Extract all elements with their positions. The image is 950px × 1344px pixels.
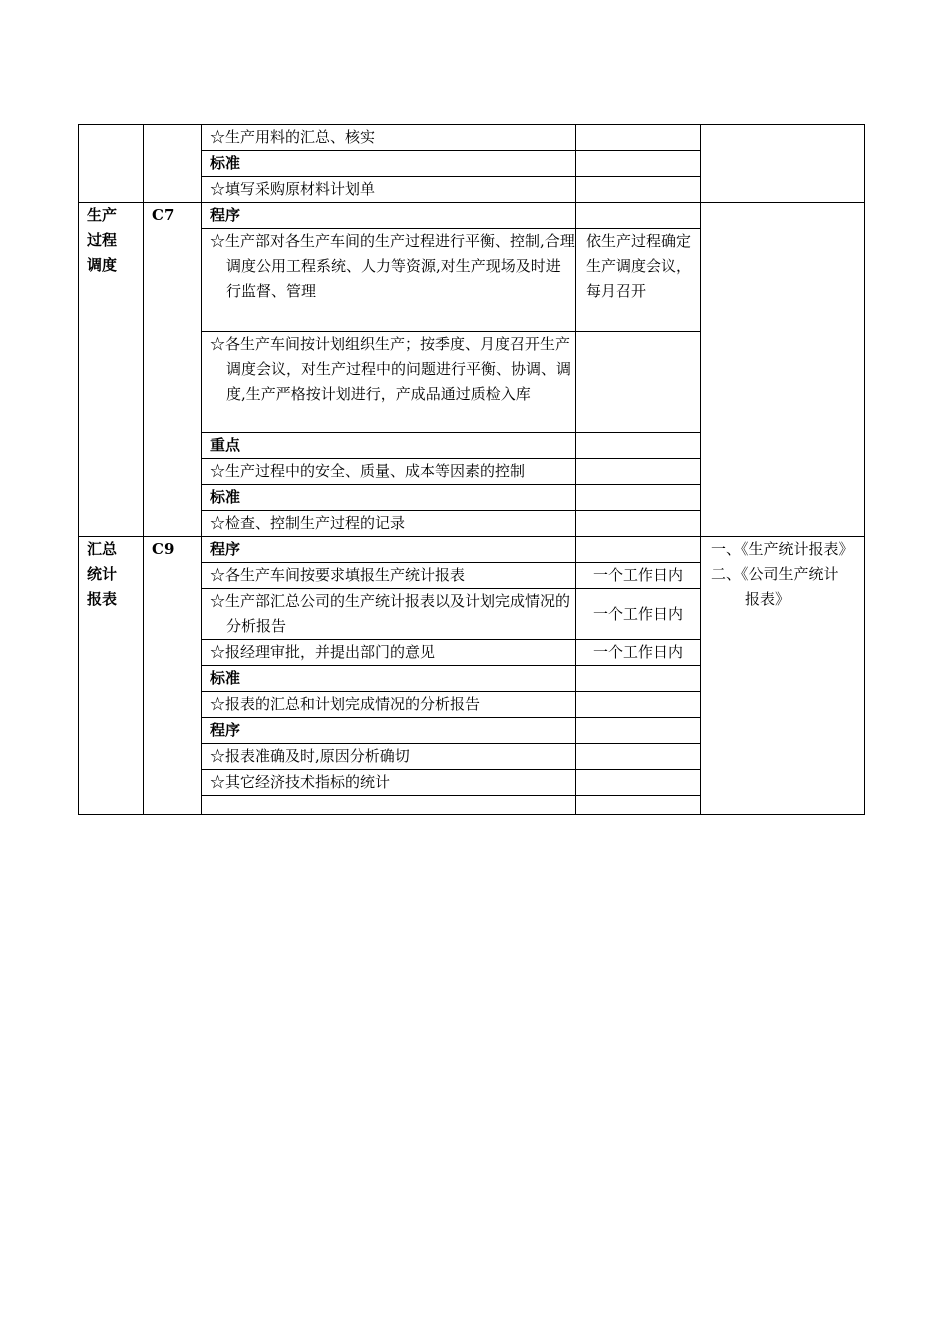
step-cell: ☆报表准确及时,原因分析确切 bbox=[202, 744, 576, 770]
step-label-cell bbox=[202, 151, 576, 177]
step-cell: ☆生产用料的汇总、核实 bbox=[202, 125, 576, 151]
step-text: ☆生产部对各生产车间的生产过程进行平衡、控制,合理调度公用工程系统、人力等资源,对生产现场及时进行监督、管理 bbox=[210, 232, 575, 300]
step-text: ☆生产部汇总公司的生产统计报表以及计划完成情况的分析报告 bbox=[210, 592, 571, 635]
note-cell bbox=[576, 770, 701, 796]
note-cell bbox=[576, 151, 701, 177]
step-label-cell bbox=[202, 666, 576, 692]
step-cell: ☆生产过程中的安全、质量、成本等因素的控制 bbox=[202, 459, 576, 485]
section-name: 汇总统计报表 bbox=[87, 540, 118, 608]
step-label: 标准 bbox=[210, 488, 241, 506]
note-cell bbox=[576, 666, 701, 692]
step-label: 程序 bbox=[210, 206, 241, 224]
note-cell bbox=[576, 744, 701, 770]
section-cell bbox=[79, 125, 144, 203]
step-cell: ☆报表的汇总和计划完成情况的分析报告 bbox=[202, 692, 576, 718]
note-cell bbox=[576, 537, 701, 563]
step-label: 程序 bbox=[210, 540, 241, 558]
step-label: 程序 bbox=[210, 721, 241, 739]
step-cell: ☆报经理审批，并提出部门的意见 bbox=[202, 640, 576, 666]
step-label-cell bbox=[202, 433, 576, 459]
table-row bbox=[79, 203, 865, 229]
step-label-cell bbox=[202, 203, 576, 229]
note-cell: 一个工作日内 bbox=[576, 589, 701, 640]
reference-item: 二、《公司生产统计报表》 bbox=[711, 565, 839, 608]
note-cell bbox=[576, 485, 701, 511]
table-row bbox=[79, 125, 865, 151]
step-label-cell bbox=[202, 537, 576, 563]
note-cell bbox=[576, 459, 701, 485]
step-cell bbox=[202, 796, 576, 815]
step-label: 重点 bbox=[210, 436, 241, 454]
note-cell bbox=[576, 511, 701, 537]
reference-item: 一、《生产统计报表》 bbox=[711, 540, 854, 558]
note-cell bbox=[576, 718, 701, 744]
step-cell: ☆其它经济技术指标的统计 bbox=[202, 770, 576, 796]
step-cell bbox=[202, 589, 576, 640]
step-label: 标准 bbox=[210, 154, 241, 172]
section-name: 生产过程调度 bbox=[87, 206, 118, 274]
step-label: 标准 bbox=[210, 669, 241, 687]
table-row bbox=[79, 537, 865, 563]
reference-cell bbox=[701, 125, 865, 203]
note-cell bbox=[576, 203, 701, 229]
step-cell: ☆填写采购原材料计划单 bbox=[202, 177, 576, 203]
section-cell bbox=[79, 537, 144, 815]
note-cell bbox=[576, 125, 701, 151]
step-text: ☆各生产车间按计划组织生产；按季度、月度召开生产调度会议，对生产过程中的问题进行平衡、协调、调度,生产严格按计划进行，产成品通过质检入库 bbox=[210, 335, 572, 403]
note-cell bbox=[576, 433, 701, 459]
note-cell bbox=[576, 332, 701, 433]
step-cell bbox=[202, 332, 576, 433]
step-cell: ☆各生产车间按要求填报生产统计报表 bbox=[202, 563, 576, 589]
procedure-table bbox=[78, 124, 865, 815]
note-cell bbox=[576, 796, 701, 815]
step-label-cell bbox=[202, 718, 576, 744]
note-cell: 依生产过程确定生产调度会议，每月召开 bbox=[576, 229, 701, 332]
step-cell: ☆检查、控制生产过程的记录 bbox=[202, 511, 576, 537]
note-cell bbox=[576, 177, 701, 203]
note-cell: 一个工作日内 bbox=[576, 563, 701, 589]
step-label-cell bbox=[202, 485, 576, 511]
note-cell: 一个工作日内 bbox=[576, 640, 701, 666]
reference-cell bbox=[701, 537, 865, 815]
step-cell bbox=[202, 229, 576, 332]
section-cell bbox=[79, 203, 144, 537]
note-cell bbox=[576, 692, 701, 718]
code-cell: C9 bbox=[144, 537, 202, 815]
code-cell: C7 bbox=[144, 203, 202, 537]
code-cell bbox=[144, 125, 202, 203]
reference-list bbox=[711, 537, 856, 612]
reference-cell bbox=[701, 203, 865, 537]
